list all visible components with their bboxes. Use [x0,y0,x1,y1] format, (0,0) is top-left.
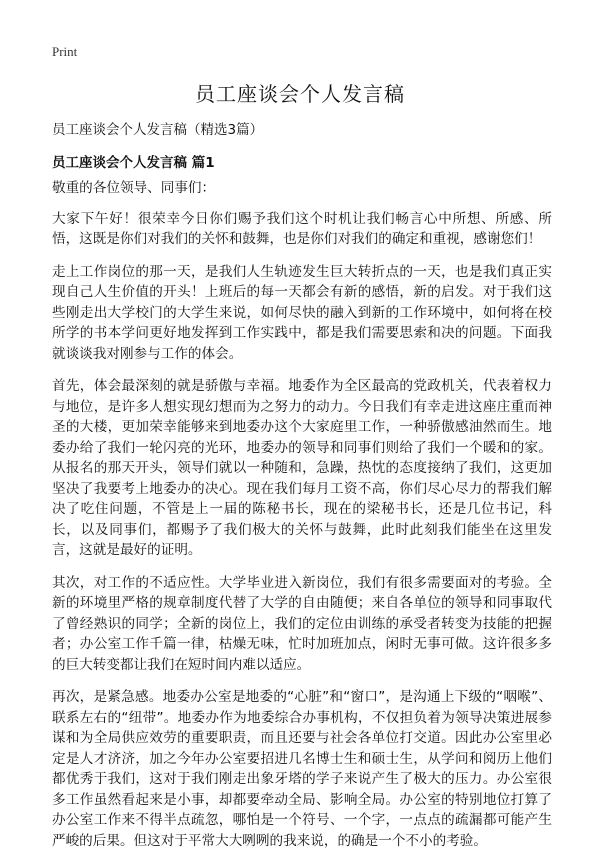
body-paragraph: 走上工作岗位的那一天，是我们人生轨迹发生巨大转折点的一天，也是我们真正实现自己人生价值的开头！上班后的每一天都会有新的感悟，新的启发。对于我们这些刚走出大学校门的大学生来说，如何尽快的融入到新的工作环境中，如何将在校所学的书本学问更好地发挥到工作实践中，都是我们需要思索和决的问题。下面我就谈谈我对刚参与工作的体会。 [52,263,552,362]
document-body [52,178,552,863]
print-link[interactable]: Print [52,44,78,59]
body-paragraph: 大家下午好！很荣幸今日你们赐予我们这个时机让我们畅言心中所想、所感、所悟，这既是你们对我们的关怀和鼓舞，也是你们对我们的确定和重视，感谢您们！ [52,210,552,247]
section-title: 员工座谈会个人发言稿 篇1 [52,155,215,171]
greeting-paragraph: 敬重的各位领导、同事们： [52,180,216,196]
body-paragraph: 再次，是紧急感。地委办公室是地委的“心脏”和“窗口”，是沟通上下级的“咽喉”、联系左右的“纽带”。地委办作为地委综合办事机构，不仅担负着为领导决策进展参谋和为全局供应效劳的重要职责，而且还要与社会各单位打交道。因此办公室里必定是人才济济，加之今年办公室要招进几名博士生和硕士生，从学问和阅历上他们都优秀于我们，这对于我们刚走出象牙塔的学子来说产生了极大的压力。办公室很多工作虽然看起来是小事，却都要牵动全局、影响全局。办公室的特别地位打算了办公室工作来不得半点疏忽，哪怕是一个符号、一个字，一点点的疏漏都可能产生严峻的后果。但这对于平常大大咧咧的我来说，的确是一个不小的考验。 [52,689,552,849]
document-title: 员工座谈会个人发言稿 [195,82,405,106]
body-paragraph: 其次，对工作的不适应性。大学毕业进入新岗位，我们有很多需要面对的考验。全新的环境里严格的规章制度代替了大学的自由随便；来自各单位的领导和同事取代了曾经熟识的同学；全新的岗位上，我们的定位由训练的承受者转变为技能的把握者；办公室工作千篇一律，枯燥无味，忙时加班加点，闲时无事可做。这许很多多的巨大转变都让我们在短时间内难以适应。 [52,574,552,673]
document-subtitle: 员工座谈会个人发言稿（精选3篇） [52,122,264,138]
body-paragraph: 首先，体会最深刻的就是骄傲与幸福。地委作为全区最高的党政机关，代表着权力与地位，是许多人想实现幻想而为之努力的动力。今日我们有幸走进这座庄重而神圣的大楼，更加荣幸能够来到地委办这个大家庭里工作，一种骄傲感油然而生。地委办给了我们一轮闪亮的光环，地委办的领导和同事们则给了我们一个暖和的家。从报名的那天开头，领导们就以一种随和，急躁，热忱的态度接纳了我们，这更加坚决了我要考上地委办的决心。现在我们每月工资不高，你们尽心尽力的帮我们解决了吃住问题，不管是上一届的陈秘书长，现在的梁秘书长，还是几位书记，科长，以及同事们，都赐予了我们极大的关怀与鼓舞，此时此刻我们能坐在这里发言，这就是最好的证明。 [52,378,552,558]
